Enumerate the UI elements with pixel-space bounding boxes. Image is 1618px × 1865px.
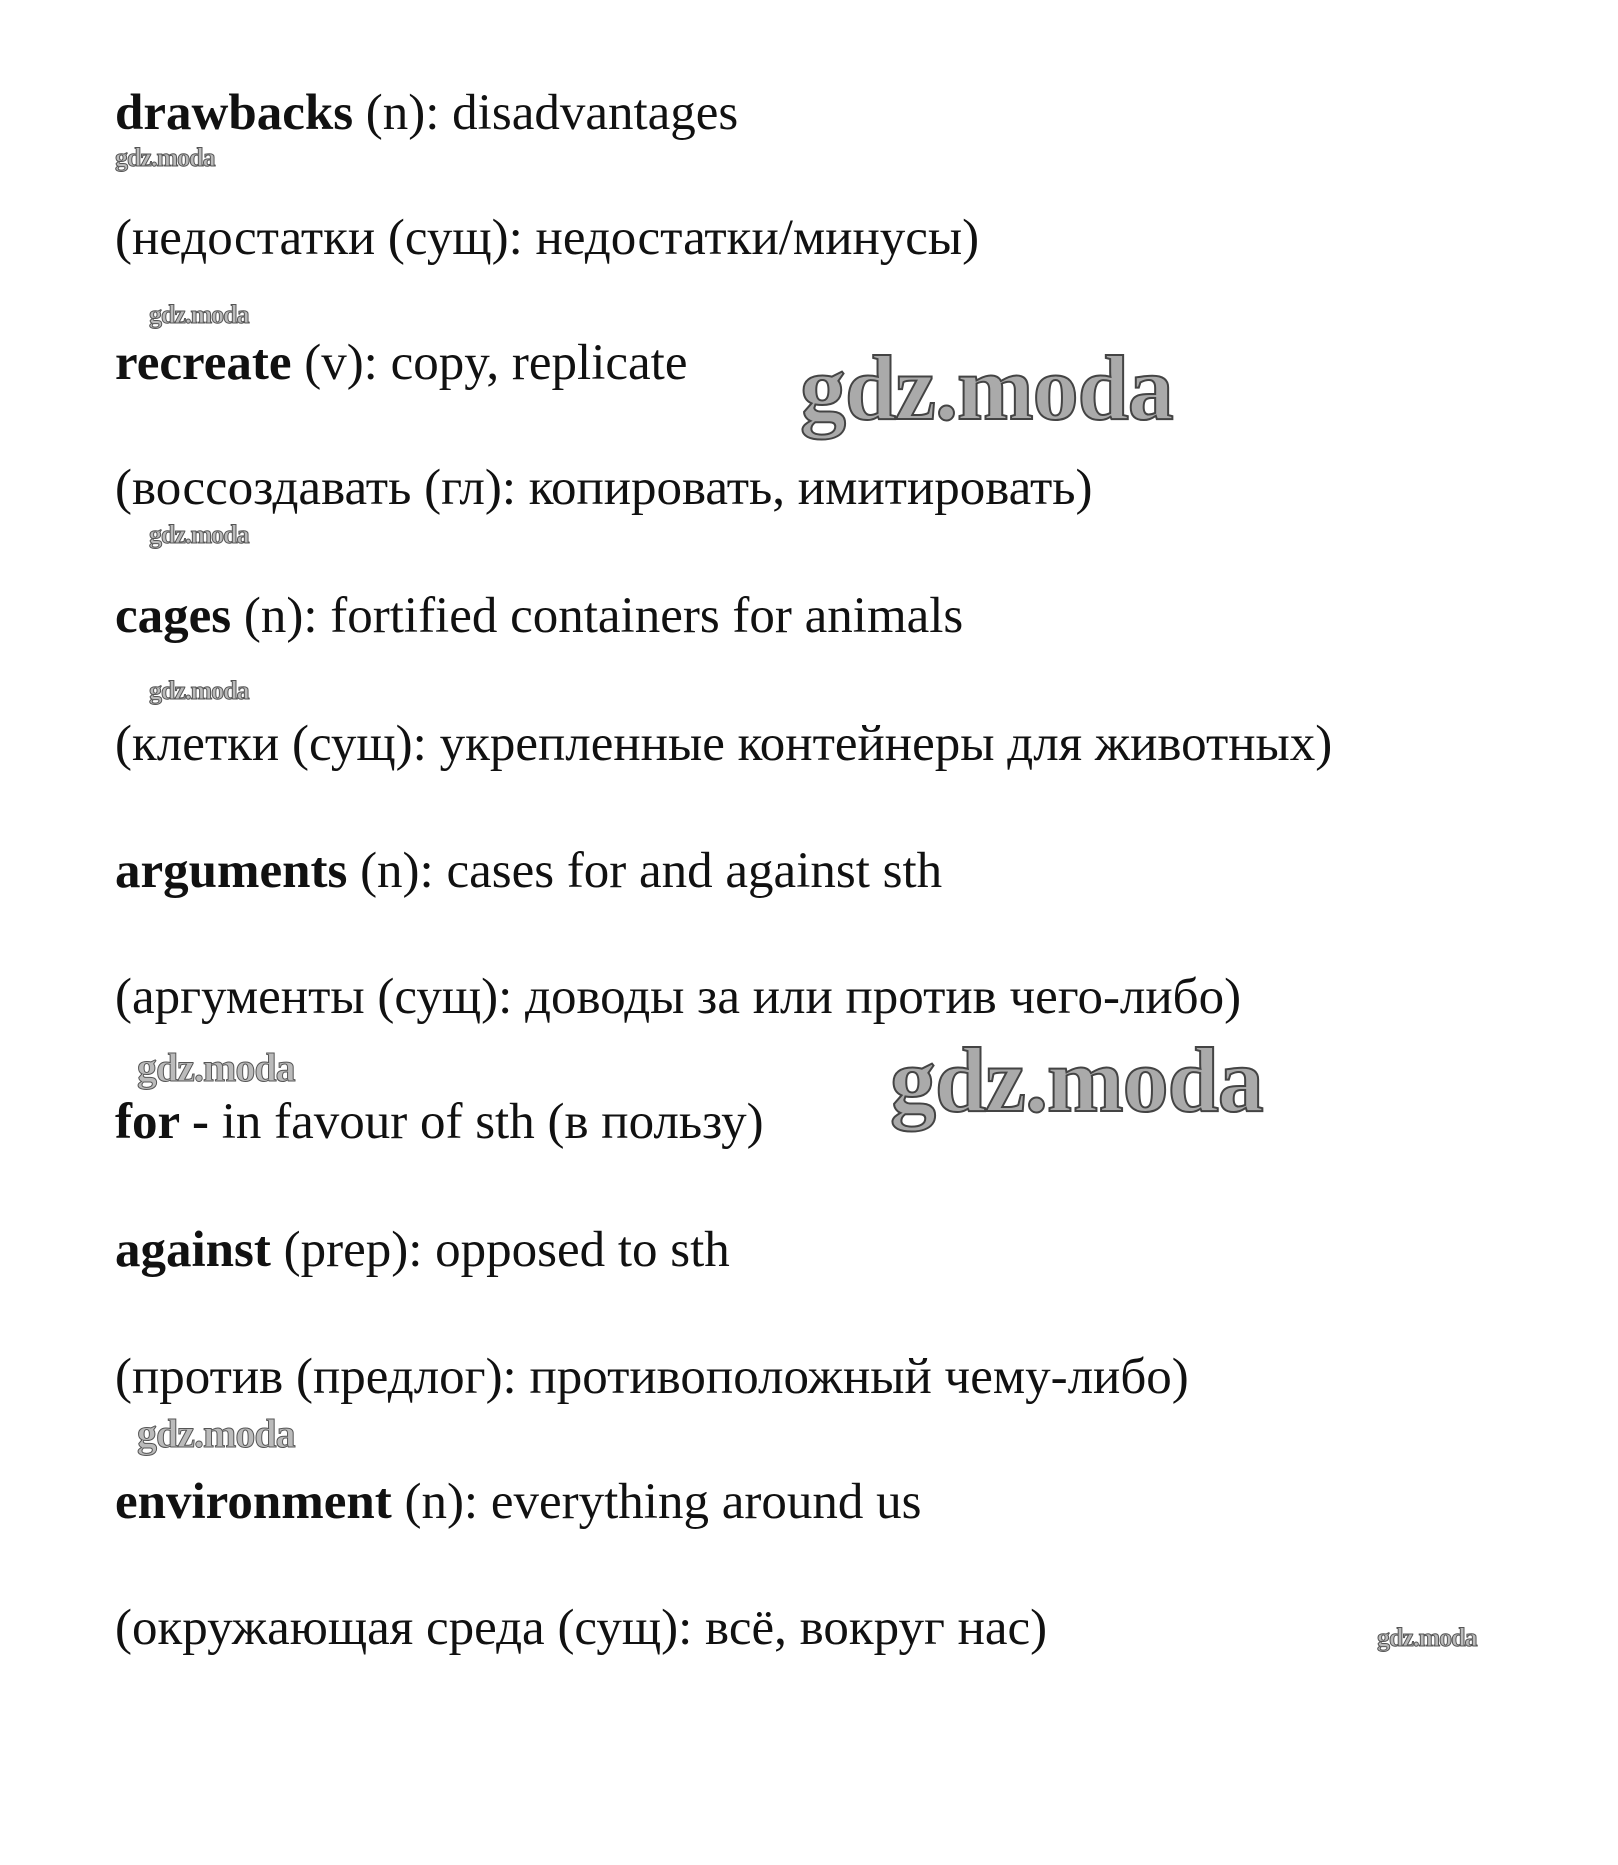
- watermark-large: gdz.moda: [800, 337, 1173, 439]
- entry-drawbacks: [115, 87, 738, 139]
- term: arguments: [115, 843, 348, 899]
- term: for -: [115, 1094, 209, 1150]
- watermark: gdz.moda: [149, 676, 249, 705]
- watermark-large: gdz.moda: [890, 1029, 1263, 1131]
- watermark: gdz.moda: [1377, 1623, 1477, 1652]
- term: environment: [115, 1474, 392, 1530]
- entry-recreate-translation: [115, 462, 1093, 514]
- term: recreate: [115, 335, 292, 391]
- watermark: gdz.moda: [115, 143, 215, 172]
- term: against: [115, 1222, 271, 1278]
- entry-cages-translation: [115, 718, 1332, 770]
- term: cages: [115, 588, 232, 644]
- translation: (против (предлог): противоположный чему-либо): [115, 1349, 1189, 1405]
- translation: (воссоздавать (гл): копировать, имитировать): [115, 460, 1093, 516]
- translation: (аргументы (сущ): доводы за или против чего-либо): [115, 969, 1242, 1025]
- entry-cages: [115, 590, 963, 642]
- translation: (клетки (сущ): укрепленные контейнеры для животных): [115, 716, 1333, 772]
- entry-arguments-translation: [115, 971, 1241, 1023]
- entry-arguments: [115, 845, 942, 897]
- entry-against-translation: [115, 1351, 1189, 1403]
- definition: in favour of sth (в пользу): [208, 1094, 764, 1150]
- entry-recreate: [115, 337, 687, 389]
- definition: (prep): opposed to sth: [270, 1222, 730, 1278]
- term: drawbacks: [115, 85, 354, 141]
- definition: (n): disadvantages: [353, 85, 739, 141]
- watermark: gdz.moda: [149, 300, 249, 329]
- definition: (n): fortified containers for animals: [231, 588, 964, 644]
- definition: (n): everything around us: [391, 1474, 922, 1530]
- entry-against: [115, 1224, 730, 1276]
- translation: (недостатки (сущ): недостатки/минусы): [115, 210, 980, 266]
- watermark: gdz.moda: [149, 520, 249, 549]
- entry-drawbacks-translation: [115, 212, 979, 264]
- definition: (v): copy, replicate: [291, 335, 688, 391]
- translation: (окружающая среда (сущ): всё, вокруг нас): [115, 1600, 1048, 1656]
- entry-for: [115, 1096, 764, 1148]
- watermark: gdz.moda: [137, 1045, 295, 1090]
- watermark: gdz.moda: [137, 1411, 295, 1456]
- definition: (n): cases for and against sth: [347, 843, 943, 899]
- entry-environment-translation: [115, 1602, 1047, 1654]
- entry-environment: [115, 1476, 921, 1528]
